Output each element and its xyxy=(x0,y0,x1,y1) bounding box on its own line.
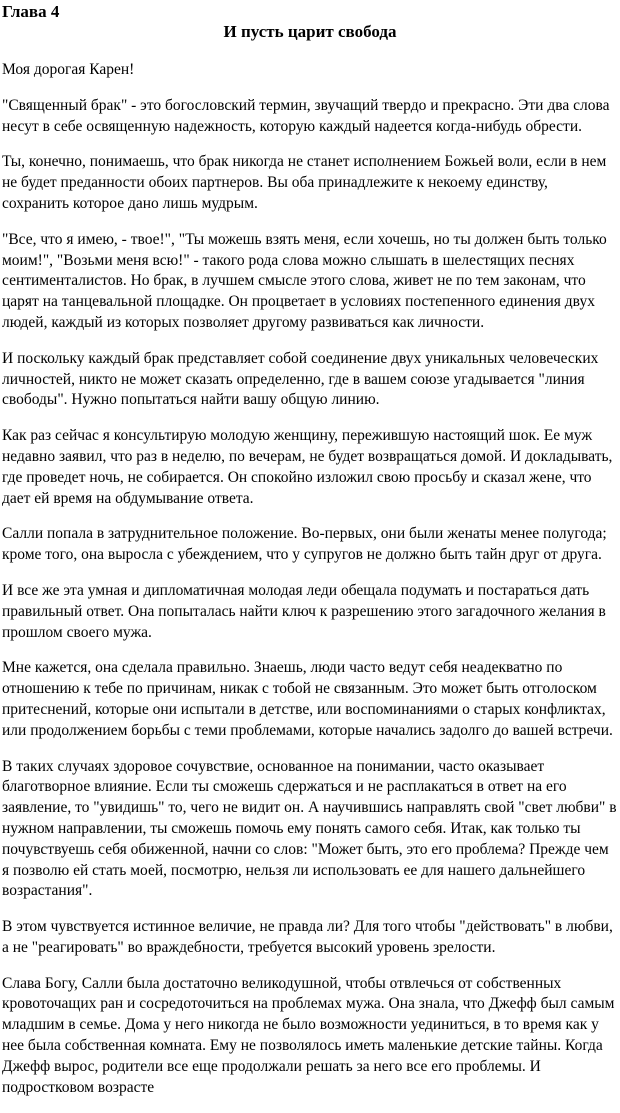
paragraph: Мне кажется, она сделала правильно. Знаешь, люди часто ведут себя неадекватно по отношению к тебе по причинам, никак с тобой не связанным. Это может быть отголоском притеснений, которые они испытали в детстве, или воспоминаниями о старых конфликтах, или продолжением борьбы с теми проблемами, которые начались задолго до вашей встречи. xyxy=(2,659,613,739)
paragraph: "Священный брак" - это богословский термин, звучащий твердо и прекрасно. Эти два слова несут в себе освященную надежность, которую каждый надеется когда-нибудь обрести. xyxy=(2,96,610,135)
chapter-label: Глава 4 xyxy=(2,2,60,21)
paragraph: В этом чувствуется истинное величие, не правда ли? Для того чтобы "действовать" в любви, а не "реагировать" во враждебности, требуется высокий уровень зрелости. xyxy=(2,918,613,956)
paragraph: В таких случаях здоровое сочувствие, основанное на понимании, часто оказывает благотворное влияние. Если ты сможешь сдержаться и не расплакаться в ответ на его заявление, то "увидишь" то, чего не видит он. А научившись направлять свой "свет любви" в нужном направлении, ты сможешь помочь ему понять самого себя. Итак, как только ты почувствуешь себя обиженной, начни со слов: "Может быть, это его проблема? Прежде чем я позволю ей стать моей, посмотрю, нельзя ли использовать ее для нашего дальнейшего возрастания". xyxy=(2,757,617,900)
paragraph: И поскольку каждый брак представляет собой соединение двух уникальных человеческих личностей, никто не может сказать определенно, где в вашем союзе угадывается "линия свободы". Нужно попытаться найти вашу общую линию. xyxy=(2,349,599,409)
paragraph: Как раз сейчас я консультирую молодую женщину, пережившую настоящий шок. Ее муж недавно заявил, что раз в неделю, по вечерам, не будет возвращаться домой. И докладывать, где проведет ночь, не собирается. Он спокойно изложил свою просьбу и сказал жене, что дает ей время на обдумывание ответа. xyxy=(2,427,613,507)
paragraph: И все же эта умная и дипломатичная молодая леди обещала подумать и постараться дать правильный ответ. Она попыталась найти ключ к разрешению этого загадочного желания в прошлом своего мужа. xyxy=(2,581,606,641)
paragraph: Слава Богу, Салли была достаточно великодушной, чтобы отвлечься от собственных кровоточащих ран и сосредоточиться на проблемах мужа. Она знала, что Джефф был самым младшим в семье. Дома у него никогда не было возможности уединиться, в то время как у нее была собственная комната. Ему не позволялось иметь маленькие детские тайны. Когда Джефф вырос, родители все еще продолжали решать за него все его проблемы. И подростковом возрасте xyxy=(2,974,615,1096)
paragraph: Ты, конечно, понимаешь, что брак никогда не станет исполнением Божьей воли, если в нем не будет преданности обоих партнеров. Вы оба принадлежите к некоему единству, сохранить которое дано лишь мудрым. xyxy=(2,153,607,212)
paragraph: Салли попала в затруднительное положение. Во-первых, они были женаты менее полугода; кроме того, она выросла с убеждением, что у супругов не должно быть тайн друг от друга. xyxy=(2,525,607,564)
page-title: И пусть царит свобода xyxy=(223,22,397,41)
body-text xyxy=(2,60,618,1113)
salutation: Моя дорогая Карен! xyxy=(2,61,135,78)
paragraph: "Все, что я имею, - твое!", "Ты можешь взять меня, если хочешь, но ты должен быть только моим!", "Возьми меня всю!" - такого рода слова можно слышать в шелестящих песнях сентименталистов. Но брак, в лучшем смысле этого слова, живет не по тем законам, что царят на танцевальной площадке. Он процветает в условиях постепенного единения двух людей, каждый из которых позволяет другому развиваться как личности. xyxy=(2,230,607,331)
